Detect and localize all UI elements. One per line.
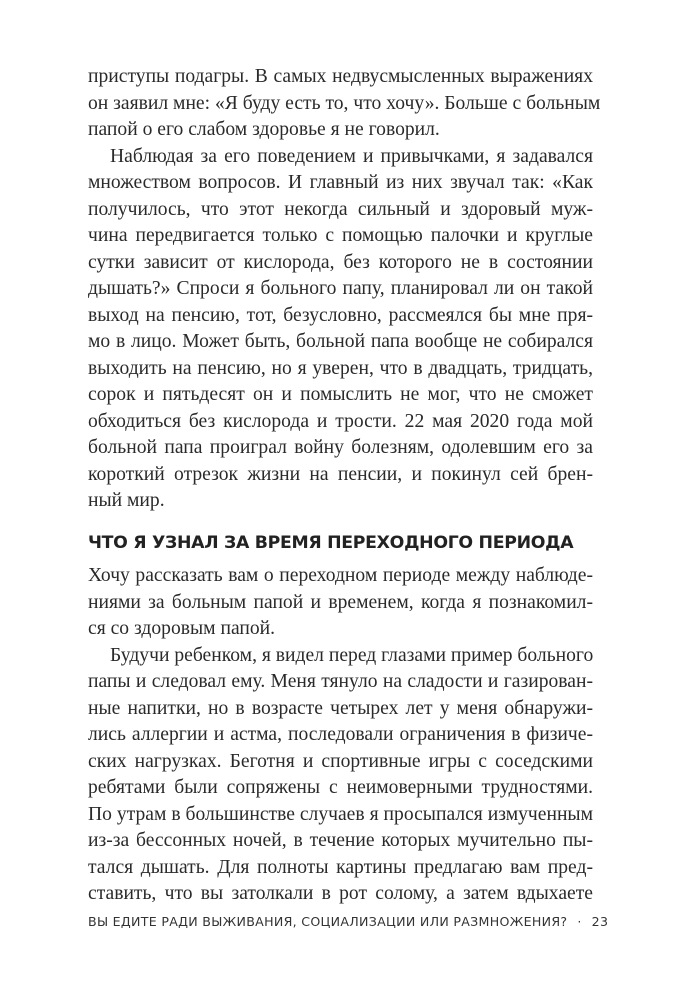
text-line: ребятами были сопряжены с неимоверными трудностями. — [88, 777, 593, 798]
paragraph — [88, 64, 601, 144]
text-line: из-за бессонных ночей, в течение которых мучительно пы- — [88, 830, 593, 851]
text-line: сутки зависит от кислорода, без которого не в состоянии — [88, 251, 593, 273]
text-line: мо в лицо. Может быть, больной папа вообще не собирался — [88, 331, 593, 352]
text-line: По утрам в большинстве случаев я просыпался измученным — [88, 803, 593, 825]
text-line: обходиться без кислорода и трости. 22 мая 2020 года мой — [88, 410, 593, 432]
paragraph — [88, 144, 593, 515]
paragraph — [88, 643, 593, 908]
running-title: ВЫ ЕДИТЕ РАДИ ВЫЖИВАНИЯ, СОЦИАЛИЗАЦИИ ИЛИ РАЗМНОЖЕНИЯ? — [88, 914, 568, 929]
text-line: ниями за больным папой и временем, когда я познакомил- — [88, 591, 593, 613]
text-line: ный мир. — [88, 490, 165, 511]
text-line: папой о его слабом здоровье я не говорил. — [88, 119, 440, 140]
text-line: ся со здоровым папой. — [88, 618, 276, 639]
paragraph — [88, 563, 593, 643]
text-line: получилось, что этот некогда сильный и здоровый муж- — [88, 198, 593, 220]
text-line: ные напитки, но в возрасте четырех лет у меня обнаружи- — [88, 697, 593, 719]
text-line: сорок и пятьдесят он и помыслить не мог, что не сможет — [88, 384, 593, 405]
body-text-section-1 — [88, 64, 601, 515]
text-line: Хочу рассказать вам о переходном периоде между наблюде- — [88, 565, 593, 586]
text-line: дышать?» Спроси я больного папу, планировал ли он такой — [88, 278, 593, 299]
page-number-group — [567, 914, 608, 929]
body-text-section-2 — [88, 563, 593, 908]
text-line: ских нагрузках. Беготня и спортивные игры с соседскими — [88, 750, 593, 772]
text-line: лись аллергии и астма, последовали ограничения в физиче- — [88, 724, 593, 745]
text-line: множеством вопросов. И главный из них звучал так: «Как — [88, 172, 593, 193]
text-line: папы и следовал ему. Меня тянуло на сладости и газирован- — [88, 671, 593, 692]
text-line: он заявил мне: «Я буду есть то, что хочу». Больше с больным — [88, 92, 601, 114]
separator: · — [577, 914, 582, 929]
text-line: тался дышать. Для полноты картины предлагаю вам пред- — [88, 856, 593, 878]
text-line: Наблюдая за его поведением и привычками, я задавался — [110, 145, 593, 167]
text-line: приступы подагры. В самых недвусмысленных выражениях — [88, 66, 593, 87]
text-line: короткий отрезок жизни на пенсии, и покинул сей брен- — [88, 463, 593, 485]
text-line: чина передвигается только с помощью палочки и круглые — [88, 225, 593, 246]
section-heading: ЧТО Я УЗНАЛ ЗА ВРЕМЯ ПЕРЕХОДНОГО ПЕРИОДА — [88, 533, 574, 553]
page-footer — [88, 914, 609, 929]
text-line: больной папа проиграл войну болезням, одолевшим его за — [88, 437, 593, 458]
page-number: 23 — [591, 914, 609, 929]
text-line: выходить на пенсию, но я уверен, что в двадцать, тридцать, — [88, 357, 593, 379]
text-line: выход на пенсию, тот, безусловно, рассмеялся бы мне пря- — [88, 304, 593, 326]
text-line: ставить, что вы затолкали в рот солому, а затем вдыхаете — [88, 883, 593, 904]
text-line: Будучи ребенком, я видел перед глазами пример больного — [110, 644, 594, 666]
